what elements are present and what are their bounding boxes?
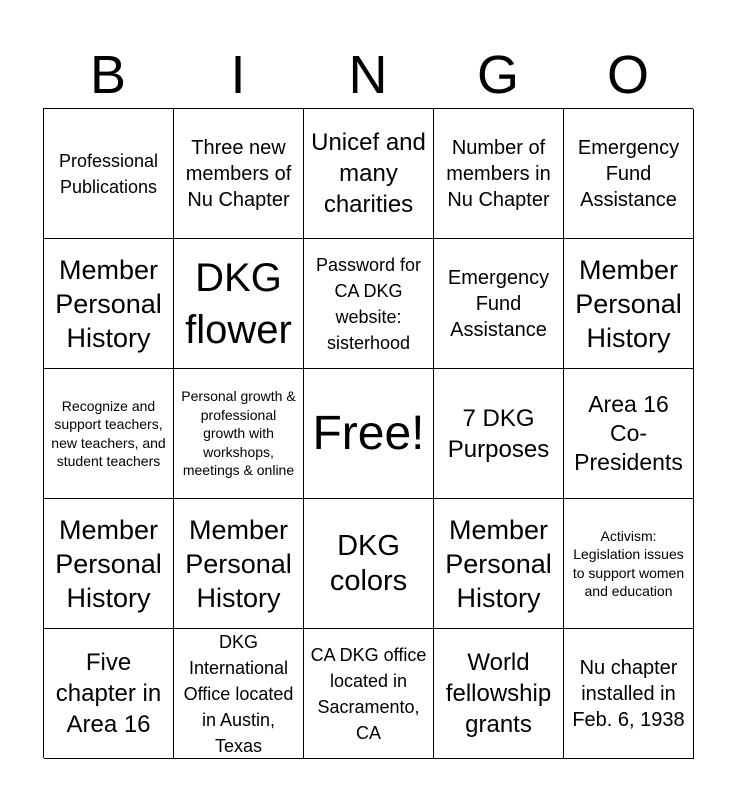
bingo-cell[interactable]	[434, 499, 564, 629]
header-letter-b: B	[89, 45, 127, 105]
cell-text: Member Personal History	[185, 514, 292, 613]
free-space-cell[interactable]	[304, 369, 434, 499]
cell-text: Five chapter in Area 16	[55, 649, 162, 738]
cell-text: DKG International Office located in Austin, Texas	[183, 631, 294, 756]
cell-text: Personal growth & professional growth with workshops, meetings & online	[181, 388, 296, 479]
cell-text: Emergency Fund Assistance	[447, 266, 550, 341]
bingo-cell[interactable]	[304, 629, 434, 759]
cell-text: Area 16 Co-Presidents	[574, 391, 683, 475]
bingo-cell[interactable]	[564, 369, 694, 499]
cell-text: Activism: Legislation issues to support women and education	[572, 527, 685, 599]
bingo-cell[interactable]	[304, 239, 434, 369]
bingo-cell[interactable]	[304, 499, 434, 629]
header-letter-o: O	[606, 45, 649, 105]
cell-text: Member Personal History	[445, 514, 552, 613]
bingo-cell[interactable]	[434, 109, 564, 239]
bingo-cell[interactable]	[434, 629, 564, 759]
cell-text: Three new members of Nu Chapter	[185, 136, 292, 211]
bingo-card	[43, 108, 693, 758]
cell-text: DKG flower	[185, 255, 292, 352]
cell-text: Unicef and many charities	[311, 129, 426, 218]
bingo-cell[interactable]	[44, 239, 174, 369]
cell-text: Member Personal History	[55, 254, 162, 353]
bingo-cell[interactable]	[44, 369, 174, 499]
bingo-cell[interactable]	[564, 239, 694, 369]
header-letter-n: N	[348, 45, 388, 105]
cell-text: 7 DKG Purposes	[447, 404, 550, 463]
cell-text: Nu chapter installed in Feb. 6, 1938	[572, 656, 685, 731]
cell-text: Emergency Fund Assistance	[577, 136, 680, 211]
cell-text: Password for CA DKG website: sisterhood	[315, 254, 422, 353]
cell-text: Member Personal History	[55, 514, 162, 613]
bingo-cell[interactable]	[434, 239, 564, 369]
bingo-cell[interactable]	[564, 109, 694, 239]
bingo-cell[interactable]	[174, 369, 304, 499]
cell-text: World fellowship grants	[445, 649, 552, 738]
bingo-cell[interactable]	[174, 239, 304, 369]
bingo-cell[interactable]	[434, 369, 564, 499]
cell-text: Professional Publications	[58, 150, 159, 197]
cell-text: DKG colors	[329, 529, 408, 597]
cell-text: Number of members in Nu Chapter	[446, 136, 551, 211]
bingo-cell[interactable]	[174, 109, 304, 239]
cell-text: CA DKG office located in Sacramento, CA	[310, 644, 427, 743]
bingo-cell[interactable]	[174, 629, 304, 759]
bingo-cell[interactable]	[174, 499, 304, 629]
bingo-cell[interactable]	[564, 499, 694, 629]
cell-text: Free!	[312, 406, 425, 460]
cell-text: Member Personal History	[575, 254, 682, 353]
bingo-cell[interactable]	[44, 109, 174, 239]
bingo-cell[interactable]	[44, 629, 174, 759]
bingo-cell[interactable]	[304, 109, 434, 239]
bingo-header	[43, 42, 693, 108]
header-letter-i: I	[230, 45, 246, 105]
header-letter-g: G	[476, 45, 519, 105]
bingo-cell[interactable]	[44, 499, 174, 629]
bingo-cell[interactable]	[564, 629, 694, 759]
cell-text: Recognize and support teachers, new teachers, and student teachers	[51, 397, 166, 469]
